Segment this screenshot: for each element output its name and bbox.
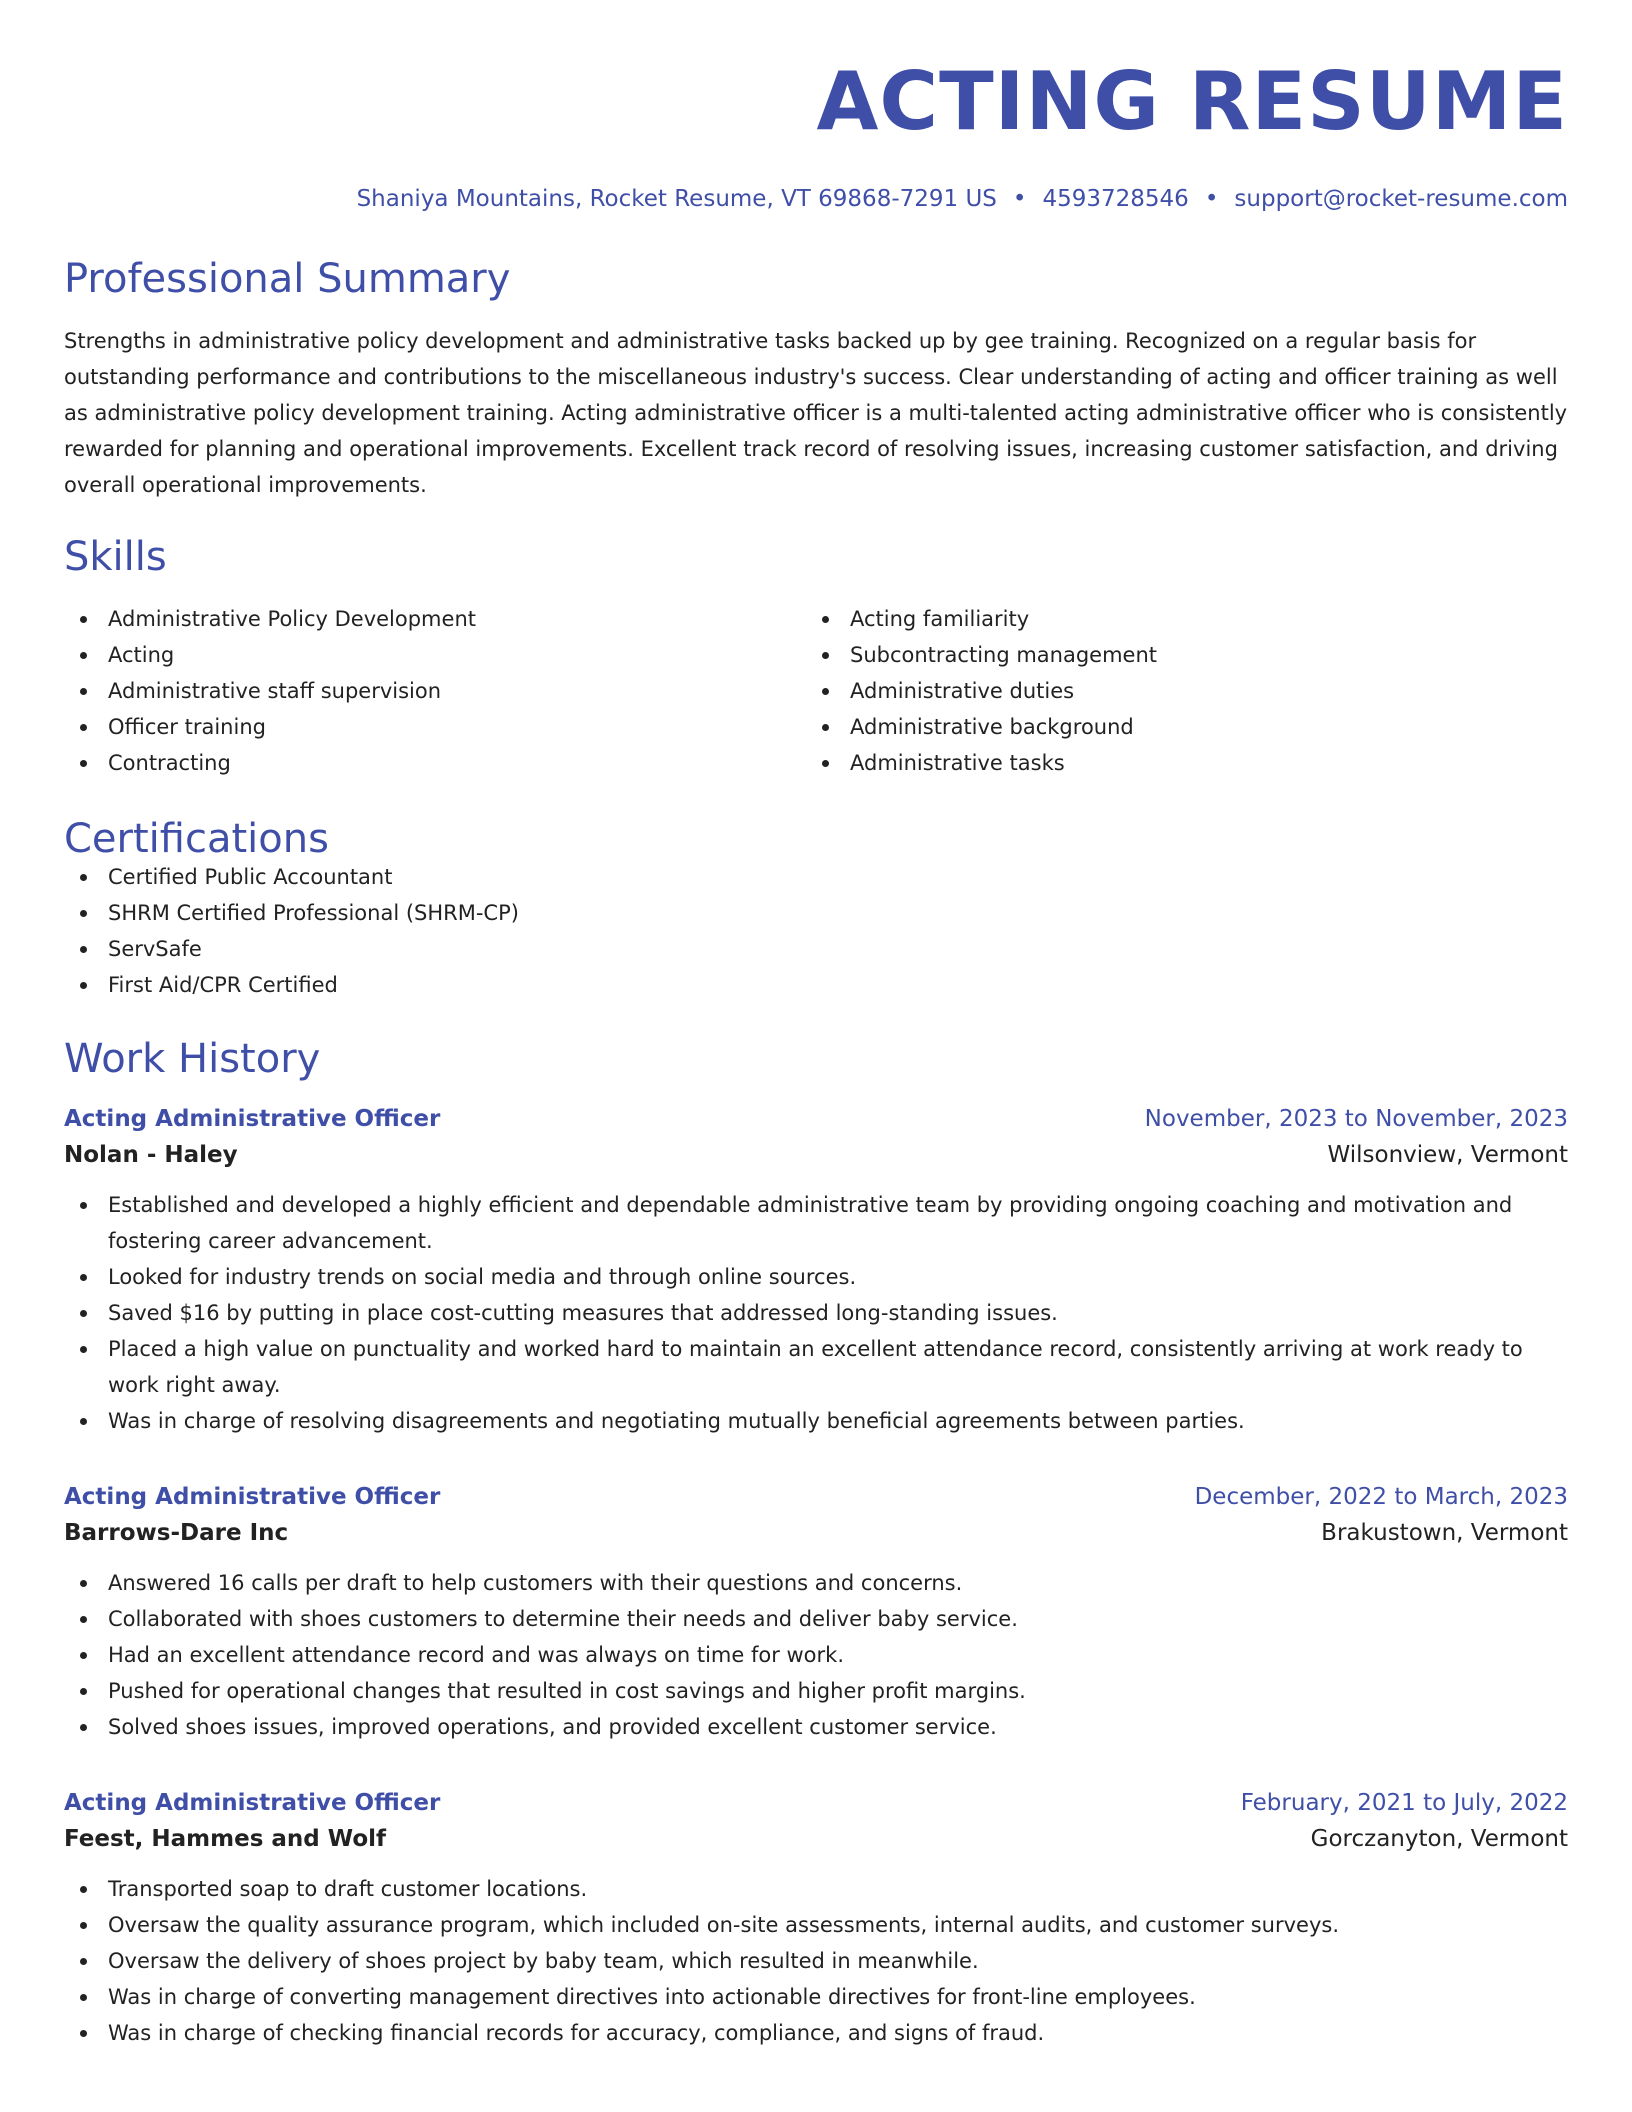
job-company: Feest, Hammes and Wolf bbox=[64, 1826, 387, 1852]
contact-address: Shaniya Mountains, Rocket Resume, VT 69868-7291 US bbox=[356, 186, 997, 212]
job-bullet: Answered 16 calls per draft to help customers with their questions and concerns. bbox=[64, 1565, 1568, 1601]
job-bullet: Oversaw the delivery of shoes project by baby team, which resulted in meanwhile. bbox=[64, 1943, 1568, 1979]
job-bullet: Saved $16 by putting in place cost-cutting measures that addressed long-standing issues. bbox=[64, 1295, 1568, 1331]
job-bullet: Was in charge of resolving disagreements and negotiating mutually beneficial agreements between parties. bbox=[64, 1403, 1568, 1439]
certifications-list bbox=[64, 859, 1568, 1003]
job-bullet: Oversaw the quality assurance program, which included on-site assessments, internal audits, and customer surveys. bbox=[64, 1907, 1568, 1943]
job-title: Acting Administrative Officer bbox=[64, 1484, 441, 1510]
skill-item: Contracting bbox=[64, 745, 806, 781]
job-entry bbox=[64, 1103, 1568, 1439]
job-entry bbox=[64, 1787, 1568, 2051]
skill-item: Acting bbox=[64, 637, 806, 673]
job-title: Acting Administrative Officer bbox=[64, 1106, 441, 1132]
job-bullet: Placed a high value on punctuality and worked hard to maintain an excellent attendance record, consistently arriving at work ready to work right away. bbox=[64, 1331, 1568, 1403]
job-bullet: Was in charge of converting management directives into actionable directives for front-line employees. bbox=[64, 1979, 1568, 2015]
job-bullet: Was in charge of checking financial records for accuracy, compliance, and signs of fraud. bbox=[64, 2015, 1568, 2051]
resume-title: ACTING RESUME bbox=[816, 55, 1568, 148]
job-location: Wilsonview, Vermont bbox=[1327, 1142, 1568, 1168]
job-bullets bbox=[64, 1565, 1568, 1745]
job-dates: November, 2023 to November, 2023 bbox=[1144, 1106, 1568, 1132]
job-entry bbox=[64, 1481, 1568, 1745]
job-location: Gorczanyton, Vermont bbox=[1310, 1826, 1568, 1852]
job-title: Acting Administrative Officer bbox=[64, 1790, 441, 1816]
skill-item: Administrative staff supervision bbox=[64, 673, 806, 709]
job-bullet: Established and developed a highly efficient and dependable administrative team by providing ongoing coaching and motivation and fostering career advancement. bbox=[64, 1187, 1568, 1259]
job-bullet: Pushed for operational changes that resulted in cost savings and higher profit margins. bbox=[64, 1673, 1568, 1709]
job-bullet: Solved shoes issues, improved operations, and provided excellent customer service. bbox=[64, 1709, 1568, 1745]
job-company: Nolan - Haley bbox=[64, 1142, 238, 1168]
job-dates: February, 2021 to July, 2022 bbox=[1240, 1790, 1568, 1816]
contact-phone: 4593728546 bbox=[1042, 186, 1189, 212]
skill-item: Officer training bbox=[64, 709, 806, 745]
skills-columns bbox=[64, 601, 1568, 781]
contact-email[interactable]: support@rocket-resume.com bbox=[1234, 186, 1568, 212]
summary-heading: Professional Summary bbox=[64, 256, 511, 302]
certifications-heading: Certifications bbox=[64, 816, 329, 862]
skills-heading: Skills bbox=[64, 534, 167, 580]
job-bullet: Transported soap to draft customer locations. bbox=[64, 1871, 1568, 1907]
skill-item: Subcontracting management bbox=[806, 637, 1548, 673]
skill-item: Administrative background bbox=[806, 709, 1548, 745]
skills-list-left bbox=[64, 601, 806, 781]
job-dates: December, 2022 to March, 2023 bbox=[1194, 1484, 1568, 1510]
skill-item: Acting familiarity bbox=[806, 601, 1548, 637]
job-company: Barrows-Dare Inc bbox=[64, 1520, 289, 1546]
job-bullet: Had an excellent attendance record and was always on time for work. bbox=[64, 1637, 1568, 1673]
job-location: Brakustown, Vermont bbox=[1321, 1520, 1568, 1546]
job-bullet: Collaborated with shoes customers to determine their needs and deliver baby service. bbox=[64, 1601, 1568, 1637]
contact-separator: • bbox=[1204, 186, 1219, 212]
summary-text: Strengths in administrative policy development and administrative tasks backed up by gee training. Recognized on a regular basis for outstanding performance and contributions to the miscellaneous industry's success. Clear understanding of acting and officer training as well as administrative policy development training. Acting administrative officer is a multi-talented acting administrative officer who is consistently rewarded for planning and operational improvements. Excellent track record of resolving issues, increasing customer satisfaction, and driving overall operational improvements. bbox=[64, 329, 1568, 497]
certification-item: ServSafe bbox=[64, 931, 1568, 967]
job-bullets bbox=[64, 1187, 1568, 1439]
job-bullet: Looked for industry trends on social media and through online sources. bbox=[64, 1259, 1568, 1295]
job-bullets bbox=[64, 1871, 1568, 2051]
contact-line bbox=[64, 188, 1568, 211]
certification-item: Certified Public Accountant bbox=[64, 859, 1568, 895]
skill-item: Administrative duties bbox=[806, 673, 1548, 709]
contact-separator: • bbox=[1012, 186, 1027, 212]
certification-item: SHRM Certified Professional (SHRM-CP) bbox=[64, 895, 1568, 931]
skill-item: Administrative tasks bbox=[806, 745, 1548, 781]
certification-item: First Aid/CPR Certified bbox=[64, 967, 1568, 1003]
skill-item: Administrative Policy Development bbox=[64, 601, 806, 637]
work-history-heading: Work History bbox=[64, 1036, 321, 1082]
skills-list-right bbox=[806, 601, 1548, 781]
